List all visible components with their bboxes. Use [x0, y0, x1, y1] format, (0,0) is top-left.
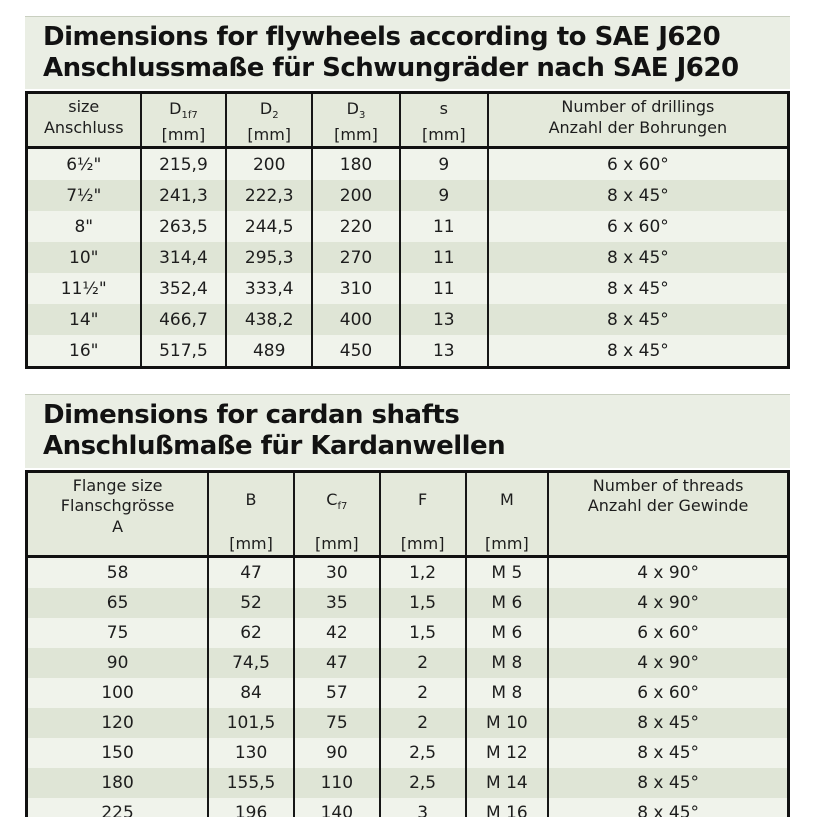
table-cell: 57	[294, 678, 380, 708]
cardan-dimensions-table	[25, 470, 790, 817]
flywheel-title-block	[25, 16, 790, 89]
cardan-col-header-b	[208, 471, 294, 556]
table-cell: 6 x 60°	[488, 211, 789, 242]
table-row	[27, 242, 789, 273]
table-cell: 1,2	[380, 556, 466, 588]
col-symbol: B	[245, 489, 257, 509]
cardan-header-row	[27, 471, 789, 556]
table-cell: 75	[27, 618, 209, 648]
col-label: Anzahl der Gewinde	[587, 496, 749, 516]
table-cell: 6½"	[27, 148, 141, 181]
table-cell: 110	[294, 768, 380, 798]
flywheel-title-german: Anschlussmaße für Schwungräder nach SAE J620	[43, 52, 739, 83]
table-cell: 8 x 45°	[548, 798, 788, 817]
table-cell: 140	[294, 798, 380, 817]
col-symbol: D	[169, 99, 182, 119]
table-row	[27, 304, 789, 335]
col-label: Flange size	[72, 475, 163, 495]
table-cell: 517,5	[141, 335, 227, 368]
table-cell: M 8	[466, 648, 549, 678]
flywheel-title-english: Dimensions for flywheels according to SAE J620	[43, 22, 721, 52]
table-cell: 150	[27, 738, 209, 768]
flywheel-table-body	[27, 148, 789, 368]
table-cell: 295,3	[226, 242, 312, 273]
table-cell: 9	[400, 180, 488, 211]
table-cell: 11	[400, 273, 488, 304]
flywheel-col-header-s	[400, 93, 488, 148]
flywheel-col-header-drillings	[488, 93, 789, 148]
table-cell: 6 x 60°	[548, 618, 788, 648]
col-label: Anzahl der Bohrungen	[548, 118, 728, 138]
table-cell: 8 x 45°	[548, 768, 788, 798]
table-cell: 47	[208, 556, 294, 588]
cardan-title-block	[25, 394, 790, 467]
table-cell: 8 x 45°	[488, 335, 789, 368]
table-cell: M 14	[466, 768, 549, 798]
col-label: size	[68, 97, 100, 117]
table-cell: 450	[312, 335, 400, 368]
col-symbol: M	[499, 489, 514, 509]
table-cell: 244,5	[226, 211, 312, 242]
cardan-col-header-threads	[548, 471, 788, 556]
col-label: A	[112, 517, 124, 537]
table-cell: 10"	[27, 242, 141, 273]
table-cell: 11½"	[27, 273, 141, 304]
col-unit: [mm]	[247, 125, 292, 145]
table-cell: M 8	[466, 678, 549, 708]
table-cell: 30	[294, 556, 380, 588]
table-cell: 489	[226, 335, 312, 368]
col-label: Anschluss	[43, 118, 124, 138]
table-cell: 16"	[27, 335, 141, 368]
table-cell: 11	[400, 211, 488, 242]
table-cell: 400	[312, 304, 400, 335]
table-cell: 100	[27, 678, 209, 708]
cardan-col-header-f	[380, 471, 466, 556]
table-cell: 1,5	[380, 588, 466, 618]
table-cell: 3	[380, 798, 466, 817]
table-cell: 196	[208, 798, 294, 817]
cardan-table-body	[27, 556, 789, 817]
table-cell: M 6	[466, 588, 549, 618]
table-row	[27, 556, 789, 588]
col-symbol-subscript: 2	[272, 110, 279, 122]
table-cell: 4 x 90°	[548, 648, 788, 678]
flywheel-col-header-d2	[226, 93, 312, 148]
table-cell: 35	[294, 588, 380, 618]
table-cell: 200	[226, 148, 312, 181]
col-label: Flanschgrösse	[60, 496, 175, 516]
cardan-title-english: Dimensions for cardan shafts	[43, 400, 460, 431]
table-cell: 9	[400, 148, 488, 181]
table-cell: 13	[400, 335, 488, 368]
table-row	[27, 335, 789, 368]
table-cell: 241,3	[141, 180, 227, 211]
table-cell: 466,7	[141, 304, 227, 335]
table-cell: 220	[312, 211, 400, 242]
table-row	[27, 211, 789, 242]
content-column	[25, 16, 790, 817]
table-cell: 310	[312, 273, 400, 304]
table-row	[27, 618, 789, 648]
cardan-col-header-m	[466, 471, 549, 556]
col-unit: [mm]	[229, 533, 273, 553]
col-symbol: s	[439, 99, 448, 119]
table-cell: 90	[27, 648, 209, 678]
col-symbol: D	[259, 99, 273, 119]
col-label: Number of drillings	[561, 97, 715, 117]
table-cell: M 10	[466, 708, 549, 738]
table-row	[27, 708, 789, 738]
table-row	[27, 648, 789, 678]
table-cell: 120	[27, 708, 209, 738]
flywheel-col-header-d3	[312, 93, 400, 148]
cardan-title-german: Anschlußmaße für Kardanwellen	[43, 431, 506, 462]
col-symbol-subscript: 1f7	[181, 110, 198, 122]
table-cell: 8 x 45°	[548, 708, 788, 738]
table-cell: 270	[312, 242, 400, 273]
table-row	[27, 180, 789, 211]
table-cell: 14"	[27, 304, 141, 335]
table-cell: 6 x 60°	[548, 678, 788, 708]
flywheel-section	[25, 16, 790, 369]
table-cell: 62	[208, 618, 294, 648]
table-row	[27, 148, 789, 181]
col-symbol-subscript: 3	[358, 110, 366, 122]
table-cell: 6 x 60°	[488, 148, 789, 181]
flywheel-col-header-d1f7	[141, 93, 227, 148]
table-cell: 75	[294, 708, 380, 738]
table-cell: 2	[380, 708, 466, 738]
table-cell: 8 x 45°	[488, 273, 789, 304]
col-unit: [mm]	[421, 125, 466, 145]
table-cell: 2	[380, 678, 466, 708]
col-unit: [mm]	[485, 533, 529, 553]
col-unit: [mm]	[315, 533, 359, 553]
col-symbol-subscript: f7	[337, 500, 348, 512]
table-cell: 2	[380, 648, 466, 678]
col-symbol: F	[418, 489, 428, 509]
table-cell: M 16	[466, 798, 549, 817]
cardan-section	[25, 394, 790, 817]
table-cell: 180	[27, 768, 209, 798]
table-row	[27, 798, 789, 817]
table-cell: 180	[312, 148, 400, 181]
table-cell: 2,5	[380, 768, 466, 798]
table-cell: 65	[27, 588, 209, 618]
table-cell: 74,5	[208, 648, 294, 678]
table-cell: M 12	[466, 738, 549, 768]
table-cell: 8 x 45°	[488, 304, 789, 335]
table-cell: 352,4	[141, 273, 227, 304]
table-cell: 7½"	[27, 180, 141, 211]
cardan-col-header-flange-size	[27, 471, 209, 556]
col-unit: [mm]	[334, 125, 378, 145]
table-cell: 333,4	[226, 273, 312, 304]
table-cell: 8 x 45°	[488, 180, 789, 211]
table-cell: 90	[294, 738, 380, 768]
table-cell: 47	[294, 648, 380, 678]
table-cell: 52	[208, 588, 294, 618]
table-row	[27, 768, 789, 798]
table-row	[27, 588, 789, 618]
table-cell: 8 x 45°	[488, 242, 789, 273]
table-row	[27, 273, 789, 304]
table-cell: 4 x 90°	[548, 556, 788, 588]
col-label: Number of threads	[592, 475, 744, 495]
table-cell: 155,5	[208, 768, 294, 798]
flywheel-dimensions-table	[25, 91, 790, 369]
flywheel-col-header-size	[27, 93, 141, 148]
col-unit: [mm]	[400, 533, 445, 553]
table-cell: 130	[208, 738, 294, 768]
table-cell: M 6	[466, 618, 549, 648]
flywheel-header-row	[27, 93, 789, 148]
table-cell: 8"	[27, 211, 141, 242]
col-unit: [mm]	[161, 125, 206, 145]
table-cell: 2,5	[380, 738, 466, 768]
table-cell: 263,5	[141, 211, 227, 242]
table-cell: 11	[400, 242, 488, 273]
cardan-col-header-cf7	[294, 471, 380, 556]
table-cell: 8 x 45°	[548, 738, 788, 768]
table-cell: 58	[27, 556, 209, 588]
col-symbol: C	[326, 489, 338, 509]
table-cell: 84	[208, 678, 294, 708]
table-cell: 314,4	[141, 242, 227, 273]
table-cell: 438,2	[226, 304, 312, 335]
table-cell: 13	[400, 304, 488, 335]
table-cell: M 5	[466, 556, 549, 588]
table-cell: 200	[312, 180, 400, 211]
table-cell: 4 x 90°	[548, 588, 788, 618]
table-cell: 225	[27, 798, 209, 817]
table-cell: 1,5	[380, 618, 466, 648]
col-symbol: D	[346, 99, 359, 119]
table-cell: 222,3	[226, 180, 312, 211]
table-cell: 101,5	[208, 708, 294, 738]
table-cell: 42	[294, 618, 380, 648]
table-row	[27, 678, 789, 708]
table-cell: 215,9	[141, 148, 227, 181]
table-row	[27, 738, 789, 768]
